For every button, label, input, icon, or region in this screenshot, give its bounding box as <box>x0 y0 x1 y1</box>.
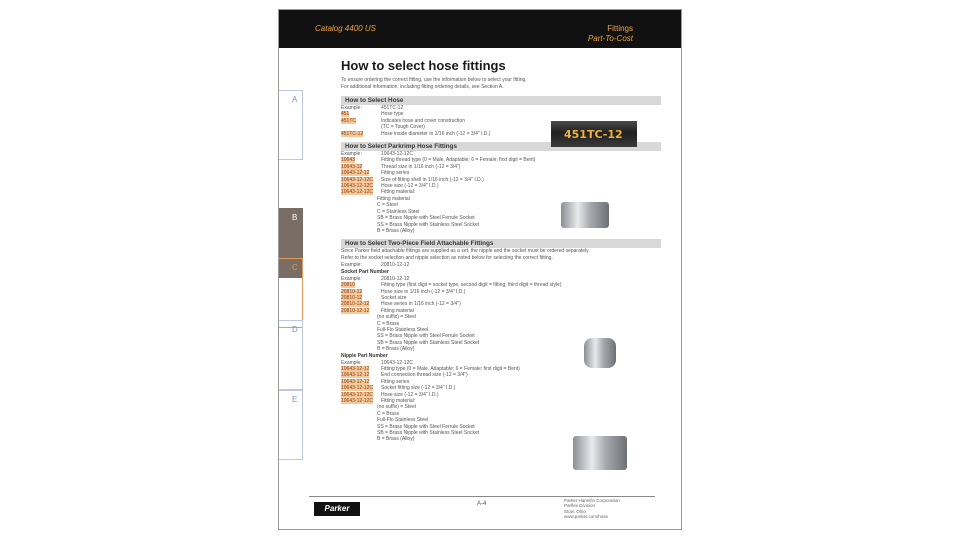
address-line: www.parker.com/hose <box>564 513 609 519</box>
code: 10643-12-12 <box>341 372 370 379</box>
desc: Hose type <box>381 111 404 118</box>
desc: Hose series in 1/16 inch (-12 = 3/4") <box>381 301 461 308</box>
twopiece-heading: How to Select Two-Piece Field Attachable Fittings <box>341 239 661 248</box>
code: 451TC <box>341 117 357 124</box>
subsection-label: Part-To-Cost <box>587 34 633 43</box>
desc: Fitting type (first digit = socket type, second digit = fitting, third digit = thread style) <box>381 282 562 289</box>
example-value: 20810-12-12 <box>381 262 410 269</box>
tab-c[interactable]: C <box>279 258 303 328</box>
socket-label: Socket Part Number <box>341 268 389 275</box>
tab-d[interactable]: D <box>279 320 303 390</box>
twopiece-note: Refer to the socket selection and nipple selection as noted below for selecting the correct fitting. <box>341 255 553 262</box>
desc: Size of fitting shell in 1/16 inch (-12 = 3/4" I.D.) <box>381 176 484 183</box>
parkrimp-heading: How to Select Parkrimp Hose Fittings <box>341 142 661 151</box>
code: 451TC-12 <box>341 130 364 137</box>
desc: Fitting series <box>381 378 410 385</box>
socket-option: SB = Brass Nipple with Stainless Steel Socket <box>377 339 480 346</box>
socket-photo <box>584 338 616 368</box>
header-band <box>279 10 681 48</box>
socket-option: (no suffix) = Steel <box>377 314 416 321</box>
code: 10643-12-12C <box>341 385 373 392</box>
nipple-option: C = Brass <box>377 410 400 417</box>
socket-option: C = Brass <box>377 320 400 327</box>
nipple-option: (no suffix) = Steel <box>377 404 416 411</box>
code: 10643-12-12 <box>341 366 370 372</box>
page-title: How to select hose fittings <box>341 58 506 73</box>
option-item: B = Brass (Alloy) <box>377 227 415 234</box>
code: 10643-12-12C <box>341 391 373 398</box>
code: 10643-12-12C <box>341 189 373 196</box>
hose-heading: How to Select Hose <box>341 96 661 105</box>
address-line: Parker Hannifin Corporation <box>564 498 620 503</box>
nipple-photo <box>573 436 627 470</box>
code: 10643-12-12 <box>341 170 370 177</box>
desc: Hose inside diameter in 1/16 inch (-12 = 3/4" I.D.) <box>381 130 491 137</box>
section-label: Fittings <box>607 24 633 33</box>
code: 20810-12 <box>341 288 363 295</box>
code: 20810 <box>341 282 355 289</box>
desc: (TC = Tough Cover) <box>381 124 425 131</box>
option-item: SS = Brass Nipple with Stainless Steel Socket <box>377 221 480 228</box>
example-value: 10643-12-12C <box>381 151 413 158</box>
code: 10643-12-12 <box>341 378 370 385</box>
desc: Fitting material <box>381 307 414 314</box>
desc: Fitting material: <box>381 398 416 405</box>
page-content <box>341 58 661 443</box>
tab-b[interactable]: B <box>279 208 303 278</box>
desc: Fitting material: <box>381 189 416 196</box>
desc: Fitting series <box>381 170 410 177</box>
desc: Indicates hose and cover construction <box>381 117 465 124</box>
code: 20810-12-12 <box>341 301 370 308</box>
intro-line: For additional information, including fitting ordering details, see Section A. <box>341 84 504 90</box>
desc: Hose size (-12 = 3/4" I.D.) <box>381 391 439 398</box>
desc: Socket size <box>381 294 407 301</box>
code: 10643-12-12C <box>341 398 373 405</box>
tab-a[interactable]: A <box>279 90 303 160</box>
address-line: Parflex Division <box>564 503 596 509</box>
nipple-option: SS = Brass Nipple with Steel Ferrule Socket <box>377 423 475 430</box>
footer-rule <box>309 496 655 497</box>
desc: Fitting thread type (0 = Male, Adaptable; 6 = Female; first digit = Bent) <box>381 157 536 164</box>
desc: Thread size in 1/16 inch (-12 = 3/4") <box>381 163 461 170</box>
socket-option: Full-Flo Stainless Steel <box>377 326 429 333</box>
tab-e[interactable]: E <box>279 390 303 460</box>
code: 20810-12-12 <box>341 307 370 314</box>
nipple-option: SB = Brass Nipple with Stainless Steel Socket <box>377 430 480 437</box>
example-value: 20810-12-12 <box>381 275 410 282</box>
code: 10643-12-12C <box>341 183 373 190</box>
nipple-option: Full-Flo Stainless Steel <box>377 417 429 424</box>
code: 451 <box>341 111 350 118</box>
code: 10643-12 <box>341 163 363 170</box>
catalog-page <box>278 9 682 530</box>
catalog-label: Catalog 4400 US <box>315 24 376 33</box>
example-label: Example: <box>341 262 362 269</box>
desc: End connection thread size (-12 = 3/4") <box>381 372 468 379</box>
option-item: SB = Brass Nipple with Steel Ferrule Socket <box>377 215 475 222</box>
desc: Hose size (-12 = 3/4" I.D.) <box>381 183 439 190</box>
example-label: Example: <box>341 151 362 158</box>
desc: Hose size in 1/16 inch (-12 = 3/4" I.D.) <box>381 288 466 295</box>
example-value: 451TC-12 <box>381 105 404 111</box>
code: 10643 <box>341 157 355 164</box>
nipple-label: Nipple Part Number <box>341 352 388 359</box>
address-line: Stow, Ohio <box>564 508 586 514</box>
twopiece-note: Since Parker field attachable fittings are supplied as a set, the nipple and the socket must be ordered separately. <box>341 248 590 255</box>
parkrimp-fitting-photo <box>561 202 609 228</box>
footer-address <box>564 498 620 519</box>
code: 10643-12-12C <box>341 176 373 183</box>
options-label: Fitting material <box>377 195 410 202</box>
socket-option: B = Brass (Alloy) <box>377 346 415 353</box>
hose-print-text: 451TC-12 <box>564 128 623 141</box>
example-value: 10643-12-12C <box>381 359 413 366</box>
desc: Socket fitting size (-12 = 3/4" I.D.) <box>381 385 456 392</box>
example-label: Example: <box>341 105 362 111</box>
page-number: A-4 <box>477 501 487 507</box>
hose-print-image <box>551 121 637 147</box>
code: 20810-12 <box>341 294 363 301</box>
example-label: Example: <box>341 275 362 282</box>
option-item: C = Steel <box>377 202 398 209</box>
parker-logo: Parker <box>314 502 360 516</box>
socket-option: SS = Brass Nipple with Steel Ferrule Socket <box>377 333 475 340</box>
intro-line: To ensure ordering the correct fitting, use the information below to select your fitting. <box>341 77 527 83</box>
desc: Fitting type (0 = Male, Adaptable; 6 = Female; first digit = Bent) <box>381 366 520 372</box>
option-item: C = Stainless Steel <box>377 208 420 215</box>
nipple-option: B = Brass (Alloy) <box>377 436 415 443</box>
example-label: Example: <box>341 359 362 366</box>
